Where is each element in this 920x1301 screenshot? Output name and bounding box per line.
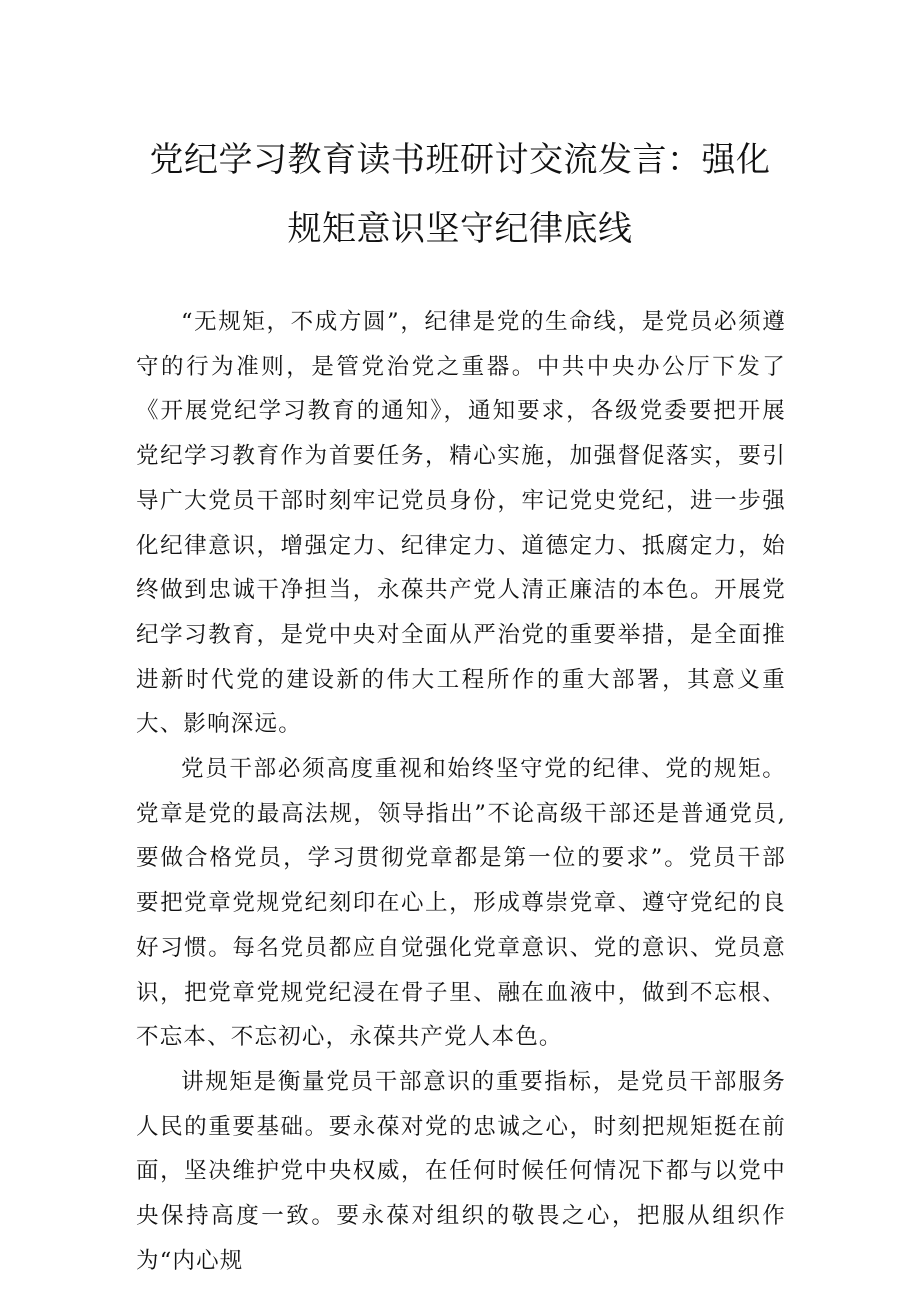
body-paragraph-1: “无规矩，不成方圆”，纪律是党的生命线，是党员必须遵守的行为准则，是管党治党之重器。中共中央办公厅下发了《开展党纪学习教育的通知》，通知要求，各级党委要把开展党纪学习教育作为首要任务，精心实施，加强督促落实，要引导广大党员干部时刻牢记党员身份，牢记党史党纪，进一步强化纪律意识，增强定力、纪律定力、道德定力、抵腐定力，始终做到忠诚干净担当，永葆共产党人清正廉洁的本色。开展党纪学习教育，是党中央对全面从严治党的重要举措，是全面推进新时代党的建设新的伟大工程所作的重大部署，其意义重大、影响深远。 [136, 309, 786, 738]
document-title-line-1: 党纪学习教育读书班研讨交流发言：强化 [149, 140, 771, 180]
body-paragraph-2: 党员干部必须高度重视和始终坚守党的纪律、党的规矩。党章是党的最高法规，领导指出”不论高级干部还是普通党员,要做合格党员，学习贯彻党章都是第一位的要求”。党员干部要把党章党规党纪刻印在心上，形成尊崇党章、遵守党纪的良好习惯。每名党员都应自觉强化党章意识、党的意识、党员意识，把党章党规党纪浸在骨子里、融在血液中，做到不忘根、不忘本、不忘初心，永葆共产党人本色。 [136, 756, 786, 1051]
document-title-line-2: 规矩意识坚守纪律底线 [287, 209, 633, 249]
document-body [136, 300, 786, 1283]
body-paragraph-3: 讲规矩是衡量党员干部意识的重要指标，是党员干部服务人民的重要基础。要永葆对党的忠诚之心，时刻把规矩挺在前面，坚决维护党中央权威，在任何时候任何情况下都与以党中央保持高度一致。要永葆对组织的敬畏之心，把服从组织作为“内心规 [136, 1068, 786, 1274]
